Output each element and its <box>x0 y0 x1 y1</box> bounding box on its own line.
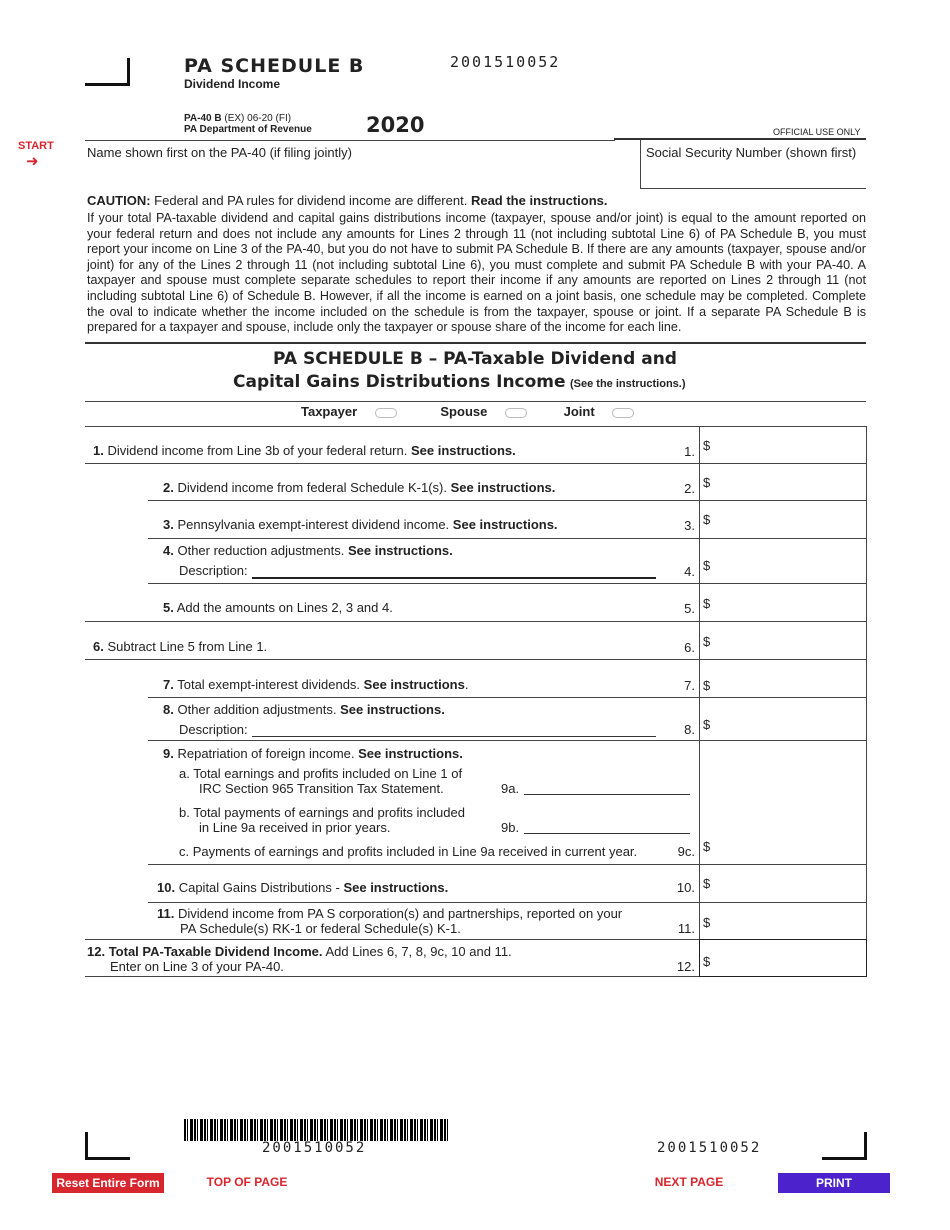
line-9a-text-1: a. Total earnings and profits included on Line 1 of <box>179 766 463 781</box>
line-10 <box>157 880 448 895</box>
line-3-bold: See instructions. <box>452 517 558 532</box>
line-11-number: 11. <box>157 906 175 921</box>
line-7-amount[interactable] <box>715 666 864 694</box>
line-1-bold: See instructions. <box>410 443 516 458</box>
line-12-number: 12. <box>87 944 106 959</box>
corner-mark-top-left <box>85 58 130 86</box>
line-8-bold: See instructions. <box>340 702 445 717</box>
line-4-description-input[interactable] <box>254 560 658 578</box>
line-2-ref: 2. <box>684 481 695 496</box>
row-rule-8 <box>148 740 866 741</box>
line-11-text-2: PA Schedule(s) RK-1 or federal Schedule(s) K-1. <box>180 921 461 936</box>
line-10-number: 10. <box>157 880 176 895</box>
reset-form-button[interactable]: Reset Entire Form <box>52 1173 164 1193</box>
line-12-amount[interactable] <box>715 945 864 973</box>
line-3-ref: 3. <box>684 518 695 533</box>
name-field-label: Name shown first on the PA-40 (if filing jointly) <box>87 145 352 160</box>
line-2-text: Dividend income from federal Schedule K-1(s). <box>177 480 447 495</box>
line-10-ref: 10. <box>676 880 695 895</box>
line-1-dollar: $ <box>703 438 711 453</box>
line-2-bold: See instructions. <box>450 480 556 495</box>
form-id <box>184 114 291 124</box>
name-field[interactable] <box>87 163 631 185</box>
row-rule-1 <box>85 463 866 464</box>
page-title: PA SCHEDULE B <box>184 55 365 77</box>
page-subtitle: Dividend Income <box>184 77 281 91</box>
line-6-dollar: $ <box>703 634 711 649</box>
line-7-ref: 7. <box>684 678 695 693</box>
row-rule-10 <box>148 902 866 903</box>
line-12-text-1: Add Lines 6, 7, 8, 9c, 10 and 11. <box>325 944 512 959</box>
line-5-dollar: $ <box>703 596 711 611</box>
tax-year: 2020 <box>366 113 425 137</box>
line-4-number: 4. <box>163 543 174 558</box>
line-6 <box>93 639 267 654</box>
line-6-number: 6. <box>93 639 104 654</box>
oval-row-rule <box>85 426 866 427</box>
line-3-text: Pennsylvania exempt-interest dividend income. <box>177 517 450 532</box>
name-box-top-rule-left <box>85 140 615 141</box>
line-7-text: Total exempt-interest dividends. <box>177 677 361 692</box>
line-7 <box>163 677 468 692</box>
line-7-number: 7. <box>163 677 174 692</box>
line-10-amount[interactable] <box>715 870 864 898</box>
line-8-description-input[interactable] <box>254 719 658 737</box>
caution-line <box>87 193 607 208</box>
line-2-amount[interactable] <box>715 469 864 497</box>
line-1 <box>93 443 516 458</box>
section-title-line2: Capital Gains Distributions Income <box>233 372 566 392</box>
top-of-page-link[interactable]: TOP OF PAGE <box>206 1175 288 1189</box>
line-8-dollar: $ <box>703 717 711 732</box>
name-box-top-rule <box>614 138 866 140</box>
line-6-amount[interactable] <box>715 628 864 656</box>
start-arrow-icon: ➜ <box>26 153 39 170</box>
line-11-amount[interactable] <box>715 908 864 936</box>
barcode-image <box>184 1119 448 1141</box>
line-4-bold: See instructions. <box>348 543 453 558</box>
form-id-rest: (EX) 06-20 (FI) <box>224 113 292 124</box>
line-10-dollar: $ <box>703 876 711 891</box>
print-button[interactable]: PRINT <box>778 1173 890 1193</box>
line-2 <box>163 480 555 495</box>
line-1-amount[interactable] <box>715 432 864 460</box>
line-9a-text-2: IRC Section 965 Transition Tax Statement. <box>199 781 444 796</box>
line-9b-amount[interactable] <box>526 816 692 834</box>
line-12 <box>87 944 512 959</box>
row-rule-6 <box>85 659 866 660</box>
line-9c-text: c. Payments of earnings and profits included in Line 9a received in current year. <box>179 844 638 859</box>
line-2-dollar: $ <box>703 475 711 490</box>
barcode-number-bottom: 2001510052 <box>262 1140 367 1156</box>
row-rule-7 <box>148 697 866 698</box>
line-9a-amount[interactable] <box>526 777 692 795</box>
line-9-text: Repatriation of foreign income. <box>177 746 355 761</box>
line-5-text: Add the amounts on Lines 2, 3 and 4. <box>176 600 393 615</box>
section-title-line1: PA SCHEDULE B – PA-Taxable Dividend and <box>273 349 677 369</box>
row-rule-4 <box>148 583 866 584</box>
line-3-amount[interactable] <box>715 506 864 534</box>
ssn-field-label: Social Security Number (shown first) <box>646 145 857 160</box>
joint-oval[interactable] <box>612 408 634 418</box>
line-8-amount[interactable] <box>715 710 864 738</box>
line-12-dollar: $ <box>703 954 711 969</box>
start-label: START <box>18 140 54 152</box>
line-9c-ref: 9c. <box>677 844 695 859</box>
line-3-number: 3. <box>163 517 174 532</box>
line-6-text: Subtract Line 5 from Line 1. <box>107 639 268 654</box>
spouse-label: Spouse <box>440 404 488 419</box>
line-10-text: Capital Gains Distributions - <box>178 880 340 895</box>
line-9b-ref: 9b. <box>501 820 520 835</box>
line-9c-dollar: $ <box>703 839 711 854</box>
caution-body: If your total PA-taxable dividend and capital gains distributions income (taxpayer, spouse and/or joint) is equal to the amount reported on your federal return and does not include any amounts for Lines 2 through 11 (not including subtotal Line 6) of PA Schedule B, you must report your income on Line 3 of the PA-40, but you do not have to submit PA Schedule B. If there are any amounts (taxpayer, spouse and/or joint) for any of the Lines 2 through 11 (not including subtotal Line 6), you must complete and submit PA Schedule B with your PA-40. A taxpayer and spouse must complete separate schedules to report their income if any amounts are reported on Lines 2 through 11 (not including subtotal Line 6) of Schedule B. However, if all the income is earned on a joint basis, one schedule may be completed. Complete the oval to indicate whether the income included on the schedule is from the taxpayer, spouse or joint. If a separate PA Schedule B is prepared for a taxpayer and spouse, include only the taxpayer or spouse share of the income for each line. <box>87 211 866 335</box>
line-1-number: 1. <box>93 443 104 458</box>
corner-mark-bottom-right <box>822 1132 867 1160</box>
line-8-description-label: Description: <box>179 722 248 737</box>
line-7-dollar: $ <box>703 678 711 693</box>
line-12-bold: Total PA-Taxable Dividend Income. <box>108 944 323 959</box>
taxpayer-oval[interactable] <box>375 408 397 418</box>
row-rule-5 <box>85 621 866 622</box>
name-ssn-divider <box>640 140 641 188</box>
line-12-text-2: Enter on Line 3 of your PA-40. <box>110 959 284 974</box>
amount-column-right <box>866 426 867 976</box>
line-1-ref: 1. <box>684 444 695 459</box>
barcode-number-right: 2001510052 <box>657 1140 762 1156</box>
line-4-description-label: Description: <box>179 563 248 578</box>
line-8 <box>163 702 445 717</box>
line-11-text-1: Dividend income from PA S corporation(s) and partnerships, reported on your <box>177 906 623 921</box>
line-4 <box>163 543 453 558</box>
joint-label: Joint <box>563 404 595 419</box>
row-rule-3 <box>148 538 866 539</box>
official-use-label: OFFICIAL USE ONLY <box>773 127 861 137</box>
caution-lead: CAUTION: <box>87 193 151 208</box>
barcode-number-top: 2001510052 <box>450 53 561 71</box>
name-box-bottom-rule <box>640 188 866 189</box>
taxpayer-label: Taxpayer <box>301 404 358 419</box>
line-4-text: Other reduction adjustments. <box>177 543 345 558</box>
section-title-line2-wrap <box>233 372 686 392</box>
line-3 <box>163 517 558 532</box>
caution-read: Read the instructions. <box>470 193 608 208</box>
line-5-number: 5. <box>163 600 174 615</box>
line-9 <box>163 746 463 761</box>
line-5-amount[interactable] <box>715 590 864 618</box>
section-see-instructions: (See the instructions.) <box>570 378 686 390</box>
next-page-link[interactable]: NEXT PAGE <box>654 1175 724 1189</box>
line-5 <box>163 600 393 615</box>
line-6-ref: 6. <box>684 640 695 655</box>
line-9b-text-2: in Line 9a received in prior years. <box>199 820 391 835</box>
line-9a-ref: 9a. <box>501 781 520 796</box>
department-name: PA Department of Revenue <box>184 124 312 135</box>
ssn-field[interactable] <box>646 163 865 185</box>
line-1-text: Dividend income from Line 3b of your federal return. <box>107 443 408 458</box>
line-8-text: Other addition adjustments. <box>177 702 337 717</box>
spouse-oval[interactable] <box>505 408 527 418</box>
line-9c-amount[interactable] <box>715 833 864 861</box>
line-9-bold: See instructions. <box>358 746 463 761</box>
amount-column-left <box>699 426 700 976</box>
line-4-ref: 4. <box>684 564 695 579</box>
line-11-ref: 11. <box>677 921 695 936</box>
corner-mark-bottom-left <box>85 1132 130 1160</box>
form-id-code: PA-40 B <box>184 113 222 124</box>
line-10-bold: See instructions. <box>343 880 449 895</box>
row-rule-2 <box>148 500 866 501</box>
line-7-bold: See instructions <box>363 677 465 692</box>
line-3-dollar: $ <box>703 512 711 527</box>
line-4-dollar: $ <box>703 558 711 573</box>
row-rule-9 <box>148 864 866 865</box>
section-rule <box>85 401 866 402</box>
line-9-number: 9. <box>163 746 174 761</box>
line-12-ref: 12. <box>676 959 695 974</box>
line-8-number: 8. <box>163 702 174 717</box>
line-11 <box>157 906 622 921</box>
line-7-tail: . <box>464 677 469 692</box>
line-2-number: 2. <box>163 480 174 495</box>
caution-text: Federal and PA rules for dividend income are different. <box>154 193 468 208</box>
line-11-dollar: $ <box>703 915 711 930</box>
line-8-ref: 8. <box>684 722 695 737</box>
line-9b-text-1: b. Total payments of earnings and profits included <box>179 805 465 820</box>
line-4-amount[interactable] <box>715 552 864 580</box>
filer-type-selector <box>301 404 634 419</box>
caution-bottom-rule <box>85 342 866 344</box>
line-5-ref: 5. <box>684 601 695 616</box>
